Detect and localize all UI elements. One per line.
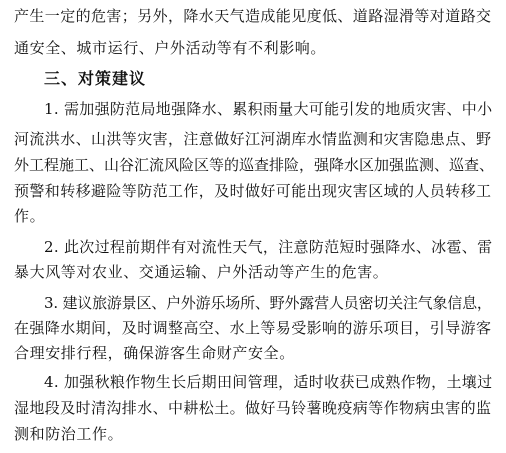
item-1-line: 1. 需加强防范局地强降水、累积雨量大可能引发的地质灾害、中小 xyxy=(44,100,493,118)
item-1-line: 作。 xyxy=(14,207,46,225)
item-4-line: 4. 加强秋粮作物生长后期田间管理，适时收获已成熟作物，土壤过 xyxy=(44,373,493,391)
item-4-line: 测和防治工作。 xyxy=(14,425,124,443)
item-4-line: 湿地段及时清沟排水、中耕松土。做好马铃薯晚疫病等作物病虫害的监 xyxy=(14,399,492,417)
item-1-line: 外工程施工、山谷汇流风险区等的巡查排险，强降水区加强监测、巡查、 xyxy=(14,156,495,174)
item-1-line: 预警和转移避险等防范工作，及时做好可能出现灾害区域的人员转移工 xyxy=(14,182,492,200)
intro-line: 通安全、城市运行、户外活动等有不利影响。 xyxy=(14,39,327,57)
item-3-line: 在强降水期间，及时调整高空、水上等易受影响的游乐项目，引导游客 xyxy=(14,319,492,337)
item-1-line: 河流洪水、山洪等灾害，注意做好江河湖库水情监测和灾害隐患点、野 xyxy=(14,130,492,148)
item-2-line: 暴大风等对农业、交通运输、户外活动等产生的危害。 xyxy=(14,263,389,281)
item-2-line: 2. 此次过程前期伴有对流性天气，注意防范短时强降水、冰雹、雷 xyxy=(44,238,493,256)
intro-line: 产生一定的危害；另外，降水天气造成能见度低、道路湿滑等对道路交 xyxy=(14,7,492,25)
item-3-line: 3. 建议旅游景区、户外游乐场所、野外露营人员密切关注气象信息， xyxy=(44,294,492,312)
item-3-line: 合理安排行程，确保游客生命财产安全。 xyxy=(14,344,295,362)
section-heading: 三、对策建议 xyxy=(44,69,147,88)
